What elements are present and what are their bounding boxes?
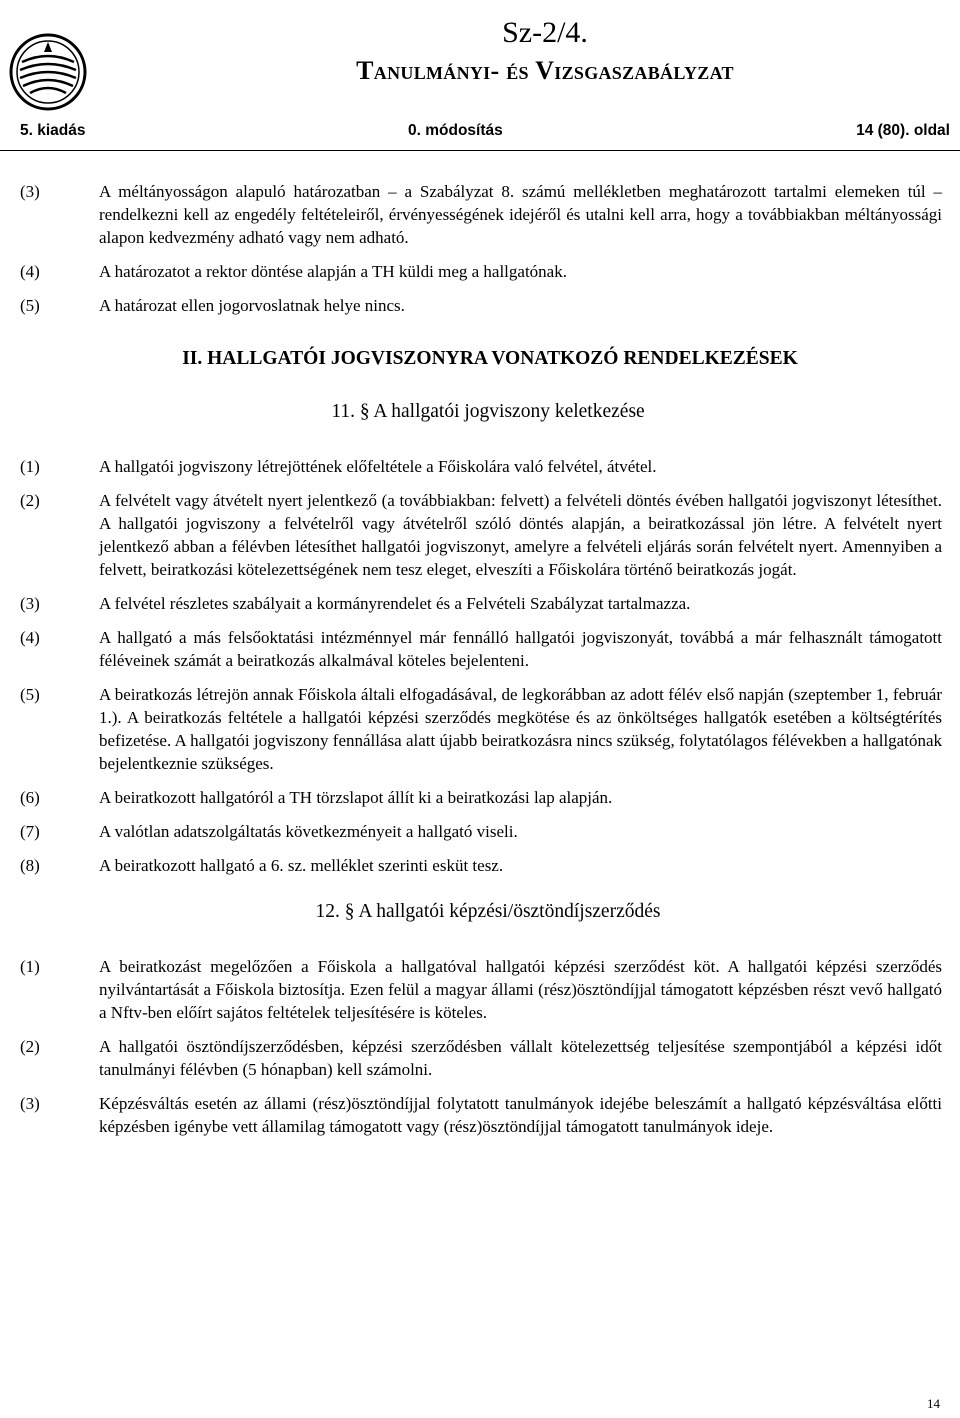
paragraph-text: A felvételt vagy átvételt nyert jelentkező (a továbbiakban: felvett) a felvételi döntés évében hallgatói jogviszonyt létesíthet. A hallgatói jogviszony a felvételről vagy átvételről szóló döntés alapján, a beiratkozással jön létre. A felvételt nyert jelentkező abban a félévben létesíthet hallgatói jogviszonyt, amelyre a felvételi eljárás során felvételt nyert. Amennyiben a felvett, beiratkozási kötelezettségének nem tesz eleget, elveszíti a Főiskolára történő beiratkozás jogát. — [99, 491, 942, 579]
paragraph-text: A hallgató a más felsőoktatási intézménnyel már fennálló hallgatói jogviszonyát, továbbá a már felhasznált támogatott féléveinek számát a beiratkozás alkalmával köteles bejelenteni. — [99, 628, 942, 670]
paragraph — [0, 180, 960, 249]
paragraph-text: A méltányosságon alapuló határozatban – a Szabályzat 8. számú mellékletben meghatározott tartalmi elemeken túl – rendelkezni kell az engedély feltételeiről, érvényességének idejéről és utalni kell arra, hogy a továbbiakban méltányossági alapon kedvezmény adható vagy nem adható. — [99, 182, 942, 247]
paragraph-text: A beiratkozott hallgató a 6. sz. melléklet szerinti esküt tesz. — [99, 856, 504, 875]
paragraph-number: (4) — [20, 262, 40, 281]
header-divider — [0, 150, 960, 151]
paragraph-number: (5) — [20, 296, 40, 315]
paragraph-text: A hallgatói jogviszony létrejöttének előfeltétele a Főiskolára való felvétel, átvétel. — [99, 457, 657, 476]
paragraph-text: A beiratkozás létrejön annak Főiskola általi elfogadásával, de legkorábban az adott félév első napján (szeptember 1, február 1.). A beiratkozás feltétele a hallgatói képzési szerződés megkötése és az önköltséges hallgatók esetében a költségtérítés befizetése. A hallgatói jogviszony fennállása alatt újabb beiratkozásra nincs szükség, folytatólagos félévekben a hallgatónak bejelentkeznie szükséges. — [99, 685, 942, 773]
paragraph-text: A határozatot a rektor döntése alapján a TH küldi meg a hallgatónak. — [99, 262, 567, 281]
paragraph-number: (2) — [20, 1037, 40, 1056]
paragraph-number: (7) — [20, 822, 40, 841]
section-11-title: 11. § A hallgatói jogviszony keletkezése — [331, 401, 645, 422]
paragraph-number: (3) — [20, 1094, 40, 1113]
paragraph — [0, 1092, 960, 1138]
paragraph-text: A beiratkozott hallgatóról a TH törzslapot állít ki a beiratkozási lap alapján. — [99, 788, 613, 807]
paragraph — [0, 683, 960, 775]
paragraph — [0, 489, 960, 581]
paragraph — [0, 820, 960, 843]
paragraph — [0, 1035, 960, 1081]
chapter-title: II. HALLGATÓI JOGVISZONYRA VONATKOZÓ RENDELKEZÉSEK — [182, 348, 798, 369]
paragraph — [0, 955, 960, 1024]
document-title: Tanulmányi- és Vizsgaszabályzat — [356, 56, 734, 85]
paragraph — [0, 854, 960, 877]
header-meta — [20, 122, 950, 144]
paragraph-text: Képzésváltás esetén az állami (rész)ösztöndíjjal folytatott tanulmányok idejébe beleszámít a hallgató képzésváltása előtti képzésben igénybe vett államilag támogatott vagy (rész)ösztöndíjjal támogatott tanulmányok ideje. — [99, 1094, 942, 1136]
paragraph-number: (1) — [20, 457, 40, 476]
section-12-title: 12. § A hallgatói képzési/ösztöndíjszerződés — [315, 901, 661, 922]
institution-logo-icon — [8, 32, 88, 112]
paragraph-number: (6) — [20, 788, 40, 807]
paragraph-number: (1) — [20, 957, 40, 976]
paragraph-text: A határozat ellen jogorvoslatnak helye nincs. — [99, 296, 405, 315]
paragraph — [0, 260, 960, 283]
paragraph-number: (8) — [20, 856, 40, 875]
paragraph-number: (2) — [20, 491, 40, 510]
paragraph-number: (5) — [20, 685, 40, 704]
paragraph-number: (3) — [20, 182, 40, 201]
paragraph — [0, 786, 960, 809]
paragraph — [0, 455, 960, 478]
paragraph-number: (3) — [20, 594, 40, 613]
paragraph-text: A beiratkozást megelőzően a Főiskola a hallgatóval hallgatói képzési szerződést köt. A hallgatói képzési szerződés nyilvántartását a Főiskola biztosítja. Ezen felül a magyar állami (rész)ösztöndíjjal támogatott képzésben részt vevő hallgató a Nftv-ben előírt sajátos feltételek teljesítésére is köteles. — [99, 957, 942, 1022]
paragraph-text: A hallgatói ösztöndíjszerződésben, képzési szerződésben vállalt kötelezettség teljesítése szempontjából a képzési időt tanulmányi félévben (5 hónapban) kell számolni. — [99, 1037, 942, 1079]
paragraph-number: (4) — [20, 628, 40, 647]
paragraph — [0, 294, 960, 317]
paragraph-text: A felvétel részletes szabályait a kormányrendelet és a Felvételi Szabályzat tartalmazza. — [99, 594, 691, 613]
edition-label: 5. kiadás — [20, 122, 86, 139]
paragraph — [0, 626, 960, 672]
document-code: Sz-2/4. — [502, 16, 588, 49]
revision-label: 0. módosítás — [408, 122, 503, 139]
page-label: 14 (80). oldal — [856, 122, 950, 139]
document-body — [0, 180, 960, 1149]
paragraph-text: A valótlan adatszolgáltatás következményeit a hallgató viseli. — [99, 822, 518, 841]
paragraph — [0, 592, 960, 615]
page-number: 14 — [927, 1396, 940, 1411]
